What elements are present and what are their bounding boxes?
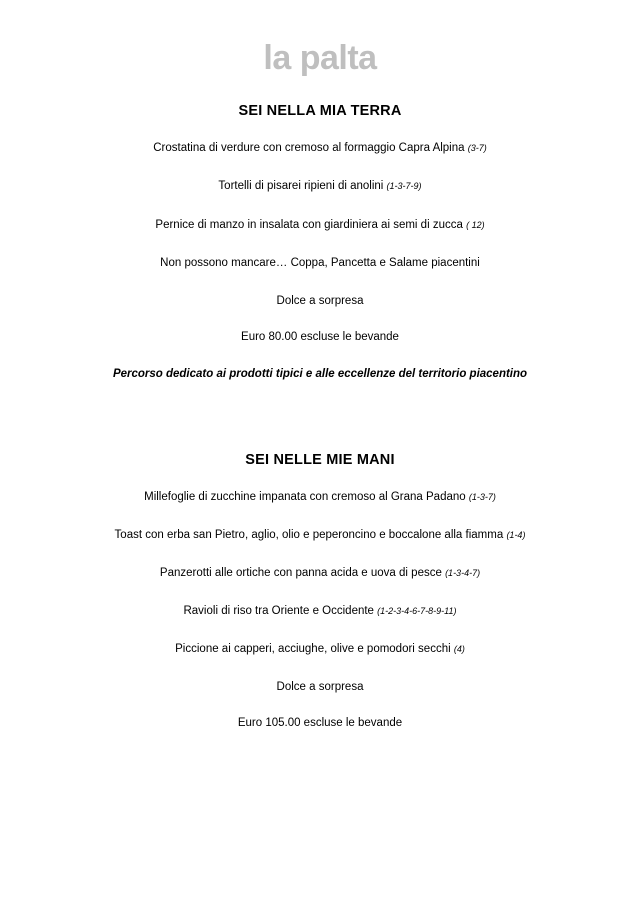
section-price: Euro 80.00 escluse le bevande xyxy=(241,330,399,343)
dish-allergens: (1-3-7) xyxy=(468,491,496,502)
dish-allergens: (3-7) xyxy=(467,143,487,154)
dish-name: Crostatina di verdure con cremoso al formaggio Capra Alpina xyxy=(153,142,465,155)
dish-name: Panzerotti alle ortiche con panna acida e uova di pesce xyxy=(159,567,442,580)
menu-item xyxy=(20,282,620,320)
dish-name: Dolce a sorpresa xyxy=(276,294,364,307)
dish-allergens: (1-2-3-4-6-7-8-9-11) xyxy=(377,606,457,617)
restaurant-logo: la palta xyxy=(263,39,377,77)
menu-item xyxy=(20,167,620,205)
dish-allergens: (1-3-4-7) xyxy=(445,568,481,579)
menu-section-2 xyxy=(20,452,620,741)
dish-name: Millefoglie di zucchine impanata con cremoso al Grana Padano xyxy=(144,490,466,503)
dish-name: Dolce a sorpresa xyxy=(276,681,364,694)
section-divider-space xyxy=(20,380,620,426)
dish-name: Pernice di manzo in insalata con giardiniera ai semi di zucca xyxy=(155,218,463,231)
dish-name: Non possono mancare… Coppa, Pancetta e Salame piacentini xyxy=(160,256,480,269)
menu-item xyxy=(20,478,620,516)
menu-item xyxy=(20,554,620,592)
section-title: SEI NELLE MIE MANI xyxy=(245,451,395,468)
dish-name: Piccione ai capperi, acciughe, olive e pomodori secchi xyxy=(175,643,451,656)
menu-item xyxy=(20,516,620,554)
menu-item xyxy=(20,206,620,244)
dish-allergens: (4) xyxy=(453,644,465,655)
menu-item xyxy=(20,630,620,668)
menu-item xyxy=(20,244,620,282)
section-note: Percorso dedicato ai prodotti tipici e alle eccellenze del territorio piacentino xyxy=(112,367,528,380)
dish-name: Toast con erba san Pietro, aglio, olio e peperoncino e boccalone alla fiamma xyxy=(114,528,504,541)
menu-item xyxy=(20,592,620,630)
section-title: SEI NELLA MIA TERRA xyxy=(238,103,402,120)
dish-name: Ravioli di riso tra Oriente e Occidente xyxy=(183,605,374,618)
dish-name: Tortelli di pisarei ripieni di anolini xyxy=(218,180,384,193)
menu-section-1 xyxy=(20,103,620,379)
dish-allergens: (1-4) xyxy=(506,529,526,540)
menu-item xyxy=(20,668,620,706)
dish-allergens: (1-3-7-9) xyxy=(386,181,422,192)
menu-item xyxy=(20,129,620,167)
dish-allergens: ( 12) xyxy=(466,219,485,230)
section-price: Euro 105.00 escluse le bevande xyxy=(237,717,403,730)
